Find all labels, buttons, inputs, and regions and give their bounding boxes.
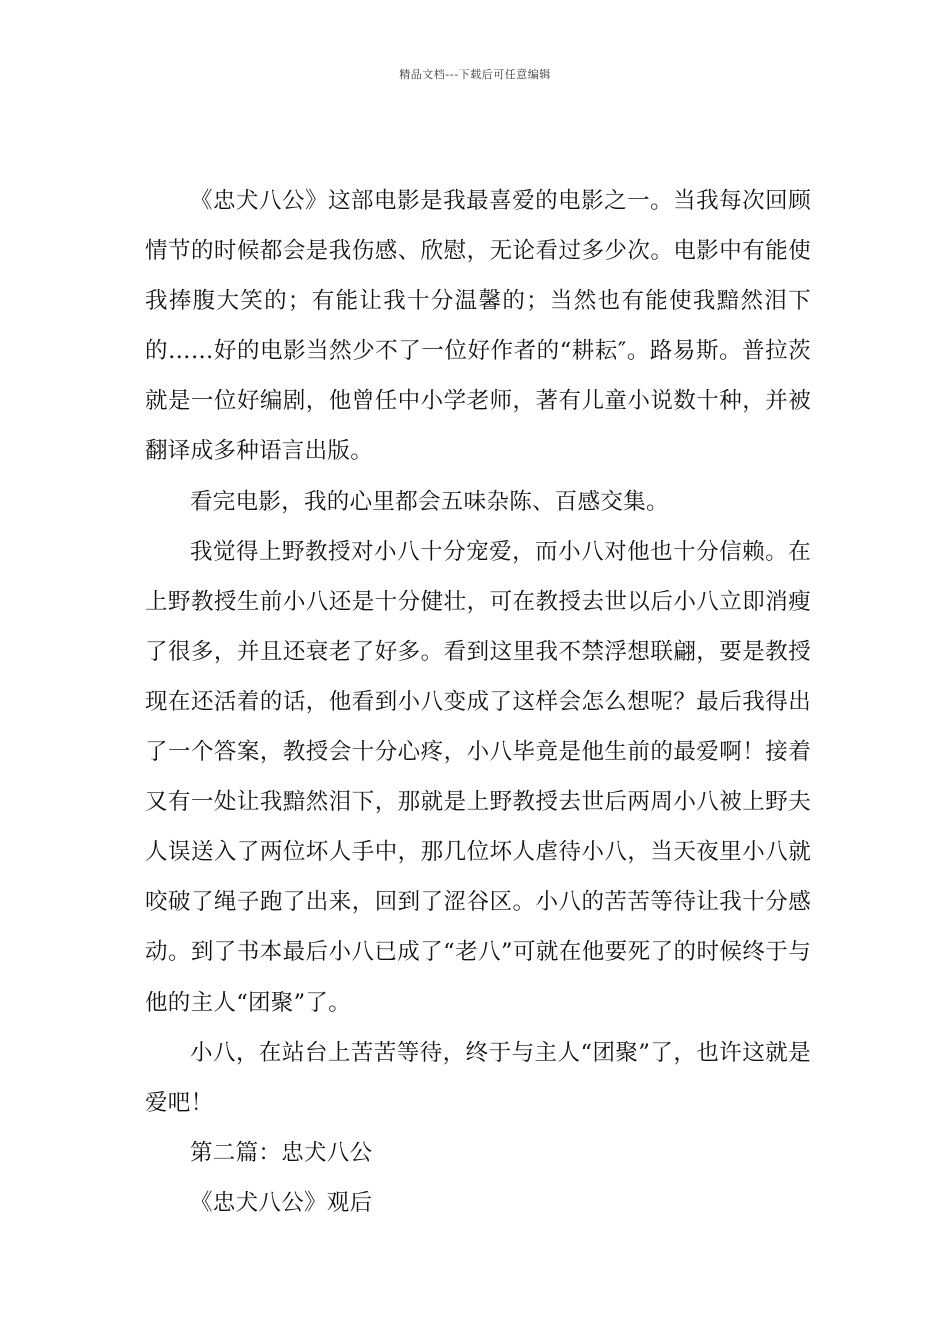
paragraph-story: 我觉得上野教授对小八十分宠爱，而小八对他也十分信赖。在上野教授生前小八还是十分健壮，可在教授去世以后小八立即消瘦了很多，并且还衰老了好多。看到这里我不禁浮想联翩，要是教授现在还活着的话，他看到小八变成了这样会怎么想呢？最后我得出了一个答案，教授会十分心疼，小八毕竟是他生前的最爱啊！接着又有一处让我黯然泪下，那就是上野教授去世后两周小八被上野夫人误送入了两位坏人手中，那几位坏人虐待小八，当天夜里小八就咬破了绳子跑了出来，回到了涩谷区。小八的苦苦等待让我十分感动。到了书本最后小八已成了“老八”可就在他要死了的时候终于与他的主人“团聚”了。 xyxy=(145,538,811,1016)
page-header: 精品文档---下载后可任意编辑 xyxy=(399,68,551,81)
paragraph-conclusion: 小八，在站台上苦苦等待，终于与主人“团聚”了，也许这就是爱吧！ xyxy=(145,1039,811,1116)
section-heading: 第二篇：忠犬八公 xyxy=(190,1139,373,1166)
subsection-title: 《忠犬八公》观后 xyxy=(190,1189,373,1216)
paragraph-intro: 《忠犬八公》这部电影是我最喜爱的电影之一。当我每次回顾情节的时候都会是我伤感、欣慰，无论看过多少次。电影中有能使我捧腹大笑的；有能让我十分温馨的；当然也有能使我黯然泪下的……好的电影当然少不了一位好作者的“耕耘″。路易斯。普拉茨就是一位好编剧，他曾任中小学老师，著有儿童小说数十种，并被翻译成多种语言出版。 xyxy=(145,188,811,465)
paragraph-feelings: 看完电影，我的心里都会五味杂陈、百感交集。 xyxy=(190,488,669,515)
document-body xyxy=(145,176,811,1228)
